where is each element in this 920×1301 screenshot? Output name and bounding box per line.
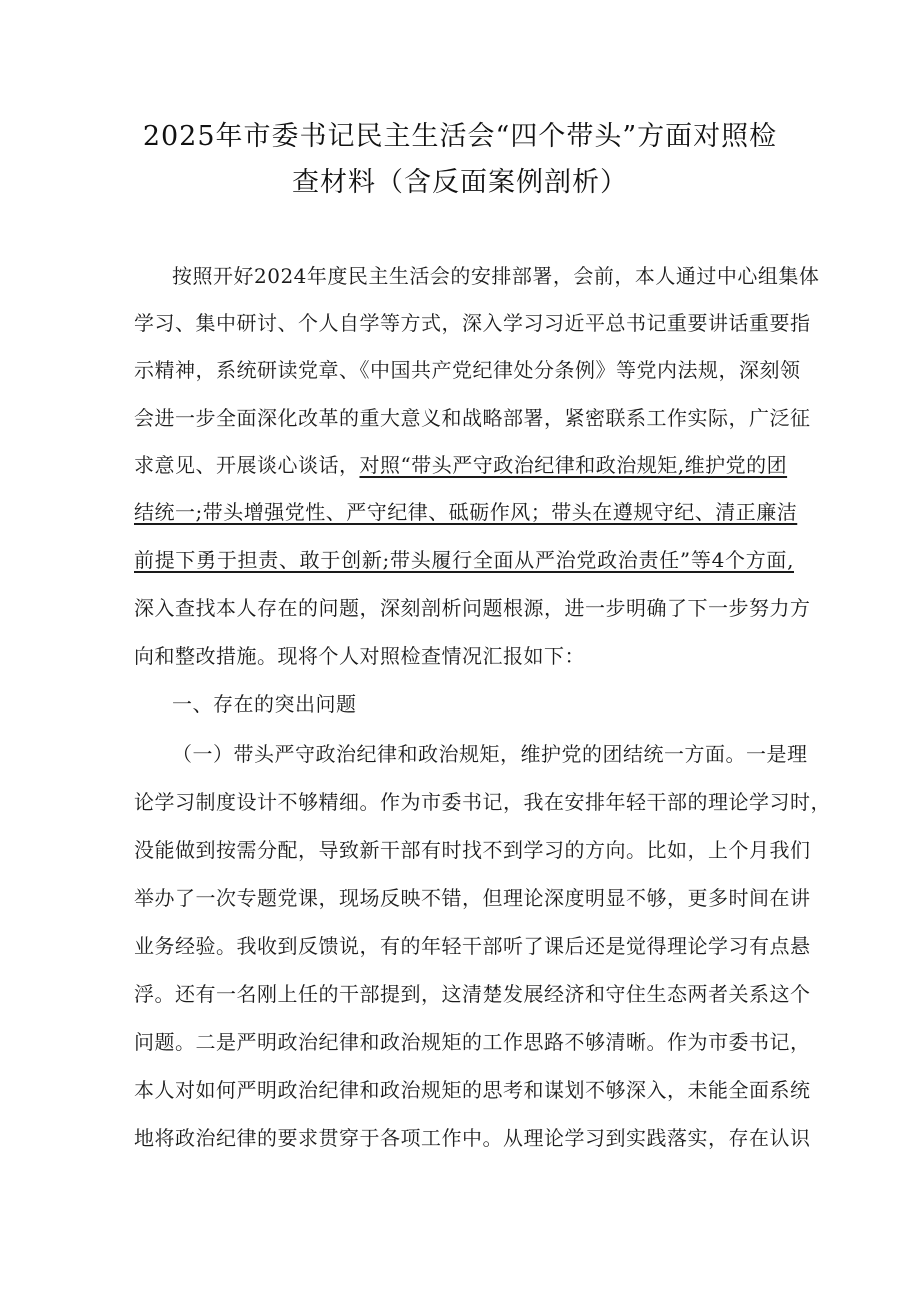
- paragraph-1-line-5-plain: 求意见、开展谈心谈话，: [134, 453, 360, 477]
- paragraph-1-line-1: 按照开好2024年度民主生活会的安排部署，会前，本人通过中心组集体: [172, 264, 820, 288]
- document-title-line-2: 查材料（含反面案例剖析）: [292, 167, 628, 198]
- paragraph-2-line-9: 地将政治纪律的要求贯穿于各项工作中。从理论学习到实践落实，存在认识: [134, 1126, 811, 1150]
- paragraph-2-line-1: （一）带头严守政治纪律和政治规矩，维护党的团结统一方面。一是理: [172, 742, 808, 766]
- paragraph-1-line-9: 向和整改措施。现将个人对照检查情况汇报如下：: [134, 644, 585, 668]
- underlined-four-aspects-part-1: 对照“带头严守政治纪律和政治规矩,维护党的团: [359, 453, 788, 477]
- underlined-four-aspects-part-3: 前提下勇于担责、敢于创新;带头履行全面从严治党政治责任”等4个方面,: [134, 548, 794, 572]
- document-title-line-1: 2025年市委书记民主生活会“四个带头”方面对照检: [142, 121, 778, 152]
- underlined-four-aspects-part-2: 结统一;带头增强党性、严守纪律、砥砺作风；带头在遵规守纪、清正廉洁: [134, 500, 798, 524]
- section-heading-1: 一、存在的突出问题: [172, 692, 357, 716]
- paragraph-2-line-8: 本人对如何严明政治纪律和政治规矩的思考和谋划不够深入，未能全面系统: [134, 1078, 811, 1102]
- paragraph-2-line-5: 业务经验。我收到反馈说，有的年轻干部听了课后还是觉得理论学习有点悬: [134, 934, 811, 958]
- paragraph-2-line-4: 举办了一次专题党课，现场反映不错，但理论深度明显不够，更多时间在讲: [134, 886, 811, 910]
- paragraph-2-line-6: 浮。还有一名刚上任的干部提到，这清楚发展经济和守住生态两者关系这个: [134, 982, 811, 1006]
- paragraph-2-line-3: 没能做到按需分配，导致新干部有时找不到学习的方向。比如，上个月我们: [134, 838, 811, 862]
- paragraph-1-line-8: 深入查找本人存在的问题，深刻剖析问题根源，进一步明确了下一步努力方: [134, 596, 811, 620]
- paragraph-1-line-5: [134, 449, 794, 478]
- paragraph-1-line-4: 会进一步全面深化改革的重大意义和战略部署，紧密联系工作实际，广泛征: [134, 406, 811, 430]
- paragraph-1-line-2: 学习、集中研讨、个人自学等方式，深入学习习近平总书记重要讲话重要指: [134, 311, 811, 335]
- paragraph-2-line-2: 论学习制度设计不够精细。作为市委书记，我在安排年轻干部的理论学习时，: [134, 790, 831, 814]
- paragraph-1-line-3: 示精神，系统研读党章、《中国共产党纪律处分条例》等党内法规，深刻领: [134, 358, 801, 382]
- paragraph-2-line-7: 问题。二是严明政治纪律和政治规矩的工作思路不够清晰。作为市委书记，: [134, 1030, 811, 1054]
